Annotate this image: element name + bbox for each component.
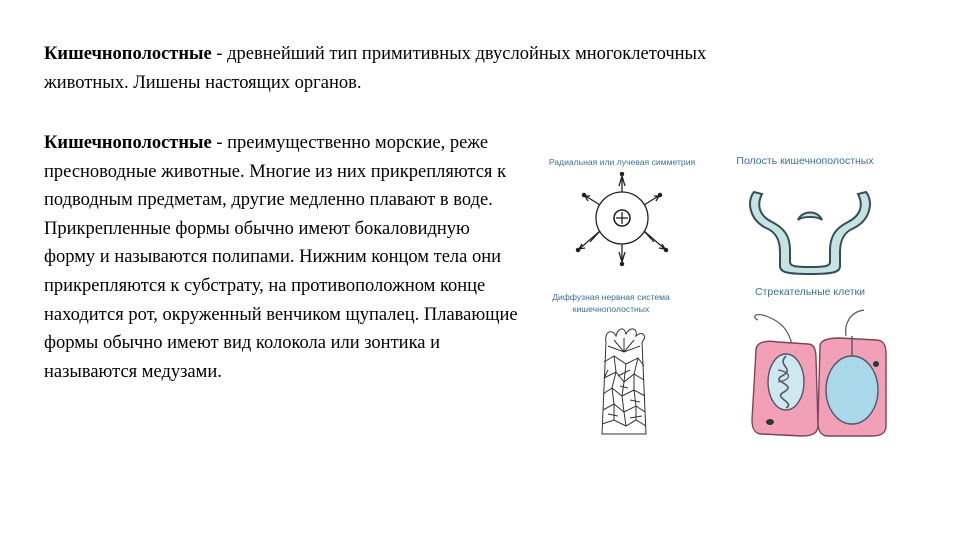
radial-symmetry-caption: Радиальная или лучевая симметрия: [548, 157, 696, 167]
description-text: - преимущественно морские, реже пресноводные животные. Многие из них прикрепляются к подводным предметам, другие медленно плавают в воде. Прикрепленные формы обычно имеют бокаловидную форму и называются полипами. Нижним концом тела они прикрепляются к субстрату, на противоположном конце находится рот, окруженный венчиком щупалец. Плавающие формы обычно имеют вид колокола или зонтика и называются медузами.: [44, 133, 518, 382]
intro-paragraph: [44, 40, 784, 97]
nervous-system-icon: [594, 326, 654, 436]
stinging-cells-caption: Стрекательные клетки: [755, 286, 865, 298]
description-paragraph: [44, 129, 524, 386]
stinging-cells-icon: [748, 306, 890, 438]
term-bold: Кишечнополостные: [44, 44, 212, 64]
nerve-caption-line2: кишечнополостных: [572, 304, 650, 314]
intro-text: - древнейший тип примитивных двуслойных многоклеточных животных. Лишены настоящих органов.: [44, 44, 707, 93]
gastric-cavity-icon: [736, 180, 886, 280]
term-bold: Кишечнополостные: [44, 133, 212, 153]
radial-symmetry-icon: [560, 172, 684, 282]
cavity-caption: Полость кишечнополостных: [736, 155, 874, 167]
nerve-caption-line1: Диффузная нервная система: [552, 292, 670, 302]
